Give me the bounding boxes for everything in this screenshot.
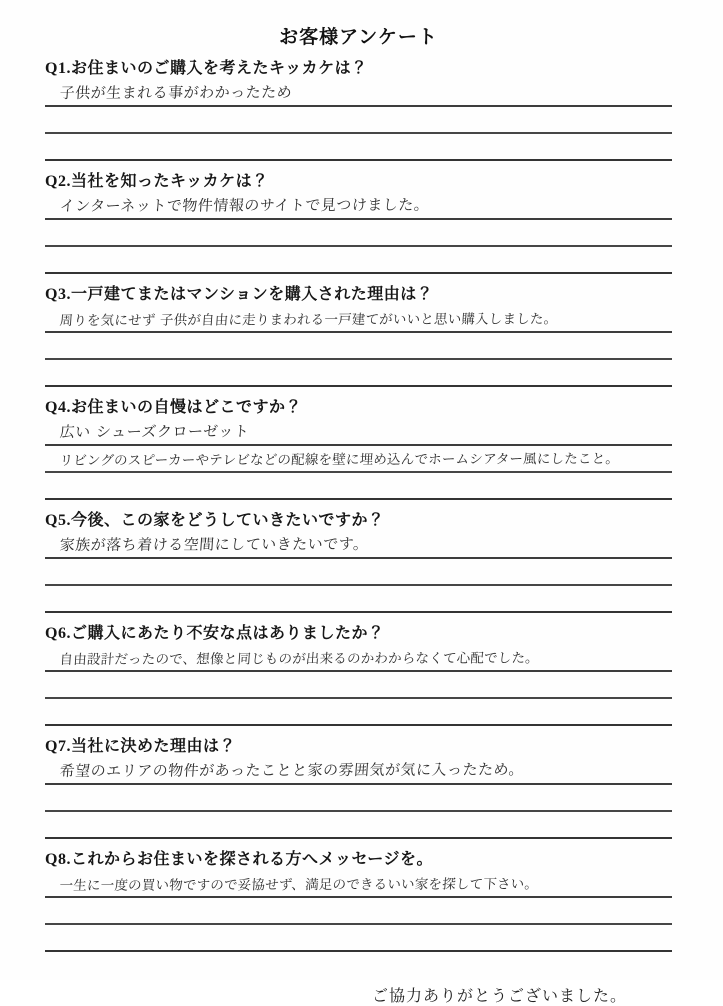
ruled-line: [45, 785, 672, 812]
page-title: お客様アンケート: [279, 27, 438, 48]
handwritten-answer: 広い シューズクローゼット: [59, 422, 250, 441]
question-label: Q3.一戸建てまたはマンションを購入された理由は？: [45, 286, 434, 303]
ruled-line: [45, 898, 672, 925]
handwritten-answer: 自由設計だったので、想像と同じものが出来るのかわからなくて心配でした。: [59, 650, 540, 668]
ruled-line: [45, 333, 672, 360]
question-block-q8: [45, 849, 672, 952]
answer-line: [45, 645, 672, 672]
answer-line: [45, 758, 672, 785]
ruled-line: [45, 559, 672, 586]
question-block-q7: [45, 736, 672, 839]
ruled-line: [45, 812, 672, 839]
ruled-line: [45, 699, 672, 726]
ruled-line: [45, 107, 672, 134]
handwritten-answer: 子供が生まれる事がわかったため: [59, 83, 293, 103]
question-block-q4: [45, 397, 672, 500]
ruled-line: [45, 672, 672, 699]
question-label: Q2.当社を知ったキッカケは？: [45, 173, 269, 190]
handwritten-answer: 一生に一度の買い物ですので妥協せず、満足のできるいい家を探して下さい。: [59, 876, 539, 894]
question-label: Q4.お住まいの自慢はどこですか？: [45, 399, 302, 416]
handwritten-answer: 周りを気にせず 子供が自由に走りまわれる一戸建てがいいと思い購入しました。: [59, 311, 558, 329]
ruled-line: [45, 247, 672, 274]
question-block-q6: [45, 623, 672, 726]
ruled-line: [45, 134, 672, 161]
handwritten-answer: 家族が落ち着ける空間にしていきたいです。: [59, 534, 370, 554]
question-block-q2: [45, 171, 672, 274]
answer-line: [45, 419, 672, 446]
handwritten-answer: 希望のエリアの物件があったことと家の雰囲気が気に入ったため。: [59, 760, 525, 780]
ruled-line: [45, 473, 672, 500]
question-block-q3: [45, 284, 672, 387]
question-label: Q5.今後、この家をどうしていきたいですか？: [45, 512, 385, 529]
answer-line: [45, 80, 672, 107]
answer-line: [45, 306, 672, 333]
question-label: Q7.当社に決めた理由は？: [45, 738, 236, 755]
ruled-line: [45, 586, 672, 613]
ruled-line: [45, 220, 672, 247]
answer-line: [45, 871, 672, 898]
answer-line: [45, 532, 672, 559]
thank-you-note: ご協力ありがとうございました。: [371, 988, 627, 1005]
handwritten-answer: インターネットで物件情報のサイトで見つけました。: [59, 195, 430, 215]
handwritten-answer: リビングのスピーカーやテレビなどの配線を壁に埋め込んでホームシアター風にしたこと。: [59, 451, 620, 469]
question-block-q1: [45, 58, 672, 161]
ruled-line: [45, 360, 672, 387]
question-label: Q6.ご購入にあたり不安な点はありましたか？: [45, 625, 385, 642]
question-block-q5: [45, 510, 672, 613]
ruled-line: [45, 925, 672, 952]
question-label: Q8.これからお住まいを探される方へメッセージを。: [45, 851, 433, 868]
answer-line: [45, 193, 672, 220]
answer-line: [45, 446, 672, 473]
question-label: Q1.お住まいのご購入を考えたキッカケは？: [45, 60, 368, 77]
